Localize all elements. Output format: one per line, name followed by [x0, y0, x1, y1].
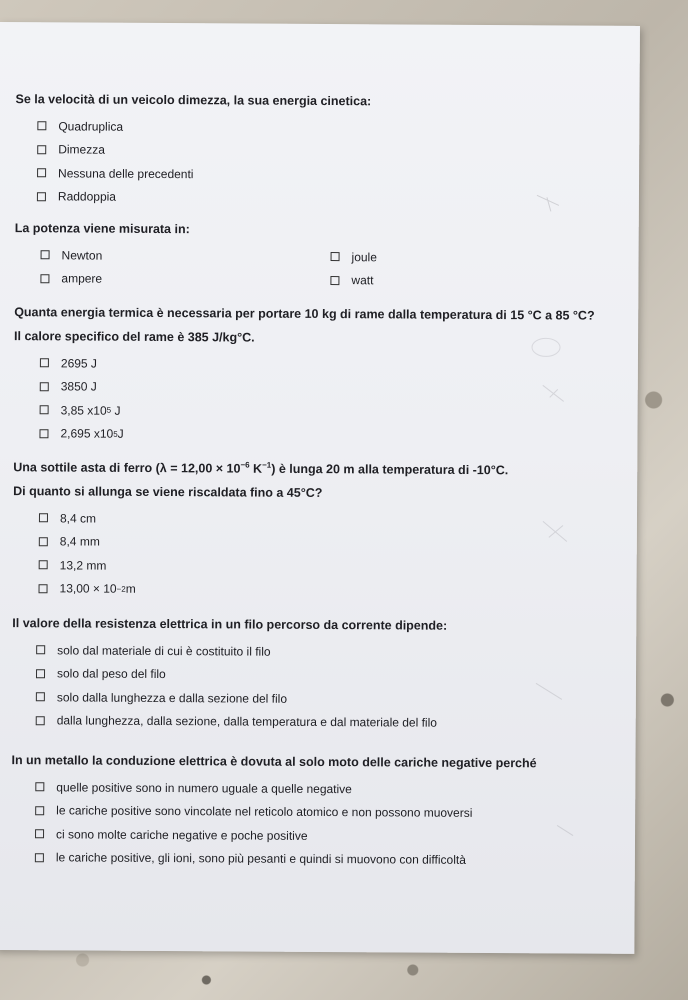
question-text: In un metallo la conduzione elettrica è dovuta al solo moto delle cariche negative perché [11, 753, 537, 771]
checkbox[interactable] [35, 853, 44, 862]
option-d[interactable]: 2,695 x10 5 J [39, 422, 607, 449]
checkbox[interactable] [36, 669, 45, 678]
option-a[interactable]: 8,4 cm [39, 506, 607, 533]
option-b[interactable]: 8,4 mm [39, 530, 607, 557]
checkbox[interactable] [39, 584, 48, 593]
checkbox[interactable] [331, 252, 340, 261]
option-c[interactable]: solo dalla lunghezza e dalla sezione del filo [36, 685, 606, 712]
checkbox[interactable] [37, 168, 46, 177]
option-c[interactable]: 3,85 x10 5 J [40, 398, 608, 425]
option-d[interactable]: 13,00 × 10 −2 m [38, 577, 606, 604]
option-c[interactable]: 13,2 mm [39, 553, 607, 580]
question-6 [11, 751, 606, 873]
checkbox[interactable] [40, 382, 49, 391]
option-d[interactable]: Raddoppia [37, 185, 609, 212]
checkbox[interactable] [39, 537, 48, 546]
checkbox[interactable] [36, 645, 45, 654]
question-5 [12, 614, 607, 736]
option-b[interactable]: solo dal peso del filo [36, 662, 606, 689]
option-c[interactable]: ci sono molte cariche negative e poche positive [35, 822, 605, 849]
checkbox[interactable] [35, 806, 44, 815]
option-b[interactable]: joule [331, 245, 591, 270]
checkbox[interactable] [39, 429, 48, 438]
checkbox[interactable] [37, 121, 46, 130]
option-c[interactable]: ampere [40, 267, 330, 292]
option-b[interactable]: le cariche positive sono vincolate nel reticolo atomico e non possono muoversi [35, 799, 605, 826]
question-4 [12, 455, 607, 604]
question-subtext: Il calore specifico del rame è 385 J/kg°C. [14, 329, 255, 345]
question-text: Se la velocità di un veicolo dimezza, la sua energia cinetica: [15, 92, 372, 109]
checkbox[interactable] [35, 782, 44, 791]
checkbox[interactable] [37, 192, 46, 201]
question-2 [14, 219, 608, 294]
checkbox[interactable] [330, 276, 339, 285]
question-text: La potenza viene misurata in: [14, 221, 190, 237]
checkbox[interactable] [40, 405, 49, 414]
checkbox[interactable] [40, 274, 49, 283]
question-text: Una sottile asta di ferro ($\lambda = 12,00 \times 10^{-6}$ $K^{-1}$) è lunga 20 m alla temperatura di -10°C. [13, 460, 509, 478]
option-d[interactable]: watt [330, 269, 590, 294]
option-a[interactable]: solo dal materiale di cui è costituito il filo [36, 638, 606, 665]
option-a[interactable]: Newton [41, 243, 331, 268]
option-a[interactable]: quelle positive sono in numero uguale a quelle negative [35, 775, 605, 802]
option-d[interactable]: le cariche positive, gli ioni, sono più pesanti e quindi si muovono con difficoltà [35, 846, 605, 873]
checkbox[interactable] [36, 716, 45, 725]
option-d[interactable]: dalla lunghezza, dalla sezione, dalla temperatura e dal materiale del filo [36, 709, 606, 736]
option-c[interactable]: Nessuna delle precedenti [37, 161, 609, 188]
checkbox[interactable] [39, 561, 48, 570]
checkbox[interactable] [39, 514, 48, 523]
question-text: Il valore della resistenza elettrica in un filo percorso da corrente dipende: [12, 616, 448, 633]
option-b[interactable]: Dimezza [37, 138, 609, 165]
checkbox[interactable] [37, 145, 46, 154]
option-a[interactable]: 2695 J [40, 351, 608, 378]
question-1 [15, 90, 610, 212]
quiz-sheet [0, 22, 640, 954]
question-text: Quanta energia termica è necessaria per portare 10 kg di rame dalla temperatura di 15 °C a 85 °C? [14, 305, 595, 323]
checkbox[interactable] [40, 359, 49, 368]
checkbox[interactable] [41, 251, 50, 260]
option-a[interactable]: Quadruplica [37, 114, 609, 141]
question-3 [13, 303, 608, 449]
checkbox[interactable] [36, 692, 45, 701]
option-b[interactable]: 3850 J [40, 375, 608, 402]
checkbox[interactable] [35, 829, 44, 838]
question-subtext: Di quanto si allunga se viene riscaldata fino a 45°C? [13, 484, 323, 501]
